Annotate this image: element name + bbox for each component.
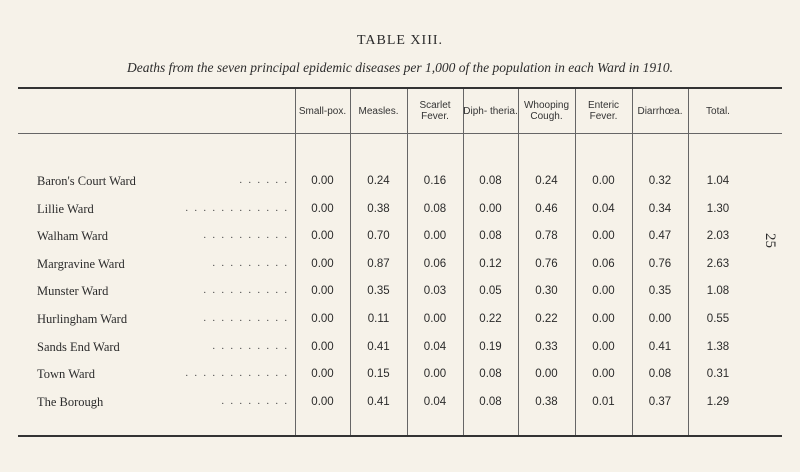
row-label: Baron's Court Ward (37, 174, 136, 188)
cell-measles: 0.70 (367, 230, 390, 243)
page-subtitle: Deaths from the seven principal epidemic diseases per 1,000 of the population in each Ward in 1910. (127, 60, 673, 75)
dot-leader: . . . . . . (239, 175, 289, 186)
cell-smallpox: 0.00 (311, 340, 334, 353)
cell-whooping-cough: 0.30 (535, 285, 558, 298)
dot-leader: . . . . . . . . . . (203, 285, 289, 297)
table-row (0, 362, 800, 386)
cell-smallpox: 0.00 (311, 313, 334, 325)
cell-total: 1.04 (706, 175, 730, 187)
cell-diarrhoea: 0.47 (648, 230, 672, 243)
cell-diarrhoea: 0.41 (648, 340, 672, 353)
cell-measles: 0.41 (367, 340, 390, 353)
page-title: TABLE XIII. (356, 33, 444, 48)
cell-diarrhoea: 0.32 (648, 175, 672, 187)
column-header-measles: Measles. (358, 105, 399, 117)
cell-scarlet-fever: 0.00 (423, 313, 447, 325)
cell-enteric-fever: 0.00 (592, 340, 615, 353)
cell-whooping-cough: 0.78 (535, 230, 558, 243)
column-header-diarrhoea: Diarrhœa. (637, 105, 683, 117)
cell-diarrhoea: 0.37 (648, 395, 672, 408)
column-header-scarlet-fever: Scarlet Fever. (419, 100, 451, 122)
cell-scarlet-fever: 0.08 (423, 202, 447, 215)
cell-diarrhoea: 0.34 (648, 202, 672, 215)
cell-enteric-fever: 0.06 (592, 257, 615, 270)
dot-leader: . . . . . . . . . . (203, 230, 289, 242)
dot-leader: . . . . . . . . . . (203, 313, 289, 324)
table-row (0, 335, 800, 359)
cell-total: 2.03 (706, 230, 730, 243)
cell-total: 0.31 (706, 368, 730, 381)
cell-enteric-fever: 0.00 (592, 175, 615, 187)
table-row (0, 197, 800, 221)
cell-diphtheria: 0.22 (479, 313, 502, 325)
table-header-rule (18, 133, 782, 134)
row-label: Walham Ward (37, 229, 108, 244)
cell-diphtheria: 0.08 (479, 175, 502, 187)
cell-total: 2.63 (706, 257, 730, 270)
row-label: Lillie Ward (37, 201, 94, 216)
page-number: 25 (762, 233, 778, 248)
cell-enteric-fever: 0.00 (592, 368, 615, 381)
cell-smallpox: 0.00 (311, 395, 334, 408)
table-row (0, 307, 800, 331)
cell-smallpox: 0.00 (311, 202, 334, 215)
cell-diphtheria: 0.08 (479, 230, 502, 243)
cell-smallpox: 0.00 (311, 230, 334, 243)
table-row (0, 390, 800, 414)
cell-enteric-fever: 0.00 (592, 285, 615, 298)
cell-scarlet-fever: 0.04 (423, 340, 447, 353)
table-row (0, 169, 800, 193)
cell-enteric-fever: 0.04 (592, 202, 615, 215)
column-header-whooping-cough: Whooping Cough. (523, 100, 570, 122)
table-row (0, 252, 800, 276)
column-header-diphtheria: Diph- theria. (463, 105, 518, 117)
cell-diphtheria: 0.08 (479, 395, 502, 408)
cell-total: 1.38 (706, 340, 730, 353)
dot-leader: . . . . . . . . . (212, 257, 289, 269)
cell-diphtheria: 0.08 (479, 368, 502, 381)
cell-smallpox: 0.00 (311, 285, 334, 298)
cell-whooping-cough: 0.38 (535, 395, 558, 408)
table-bottom-rule (18, 435, 782, 437)
dot-leader: . . . . . . . . . . . . (185, 202, 289, 214)
dot-leader: . . . . . . . . . . . . (185, 368, 289, 380)
cell-total: 0.55 (706, 313, 730, 325)
cell-diphtheria: 0.19 (479, 340, 502, 353)
cell-diarrhoea: 0.00 (648, 313, 672, 325)
cell-enteric-fever: 0.00 (592, 313, 615, 325)
cell-enteric-fever: 0.00 (592, 230, 615, 243)
cell-whooping-cough: 0.76 (535, 257, 558, 270)
row-label: The Borough (37, 394, 104, 409)
table-row (0, 279, 800, 303)
cell-enteric-fever: 0.01 (592, 395, 615, 408)
cell-measles: 0.11 (367, 313, 390, 325)
cell-measles: 0.41 (367, 395, 390, 408)
cell-smallpox: 0.00 (311, 257, 334, 270)
cell-whooping-cough: 0.46 (535, 202, 558, 215)
cell-measles: 0.15 (367, 368, 390, 381)
cell-measles: 0.24 (367, 175, 390, 187)
dot-leader: . . . . . . . . . (212, 340, 289, 352)
cell-scarlet-fever: 0.16 (423, 175, 447, 187)
row-label: Town Ward (37, 367, 95, 382)
cell-diphtheria: 0.00 (479, 202, 502, 215)
cell-whooping-cough: 0.22 (535, 313, 558, 325)
cell-scarlet-fever: 0.00 (423, 230, 447, 243)
cell-scarlet-fever: 0.00 (423, 368, 447, 381)
cell-diphtheria: 0.12 (479, 257, 502, 270)
cell-total: 1.29 (706, 395, 730, 408)
cell-total: 1.30 (706, 202, 730, 215)
cell-diarrhoea: 0.76 (648, 257, 672, 270)
row-label: Sands End Ward (37, 339, 120, 354)
cell-total: 1.08 (706, 285, 730, 298)
cell-measles: 0.87 (367, 257, 390, 270)
cell-measles: 0.35 (367, 285, 390, 298)
cell-smallpox: 0.00 (311, 368, 334, 381)
cell-scarlet-fever: 0.06 (423, 257, 447, 270)
cell-whooping-cough: 0.24 (535, 175, 558, 187)
column-header-smallpox: Small-pox. (298, 105, 347, 117)
row-label: Munster Ward (37, 284, 109, 299)
cell-measles: 0.38 (367, 202, 390, 215)
dot-leader: . . . . . . . . (221, 395, 289, 407)
row-label: Hurlingham Ward (37, 312, 128, 326)
cell-diarrhoea: 0.08 (648, 368, 672, 381)
cell-whooping-cough: 0.00 (535, 368, 558, 381)
cell-diarrhoea: 0.35 (648, 285, 672, 298)
column-header-enteric-fever: Enteric Fever. (587, 100, 620, 122)
cell-diphtheria: 0.05 (479, 285, 502, 298)
cell-scarlet-fever: 0.04 (423, 395, 447, 408)
cell-whooping-cough: 0.33 (535, 340, 558, 353)
cell-scarlet-fever: 0.03 (423, 285, 447, 298)
cell-smallpox: 0.00 (311, 175, 334, 187)
column-header-total: Total. (706, 105, 730, 117)
row-label: Margravine Ward (37, 256, 125, 271)
table-row (0, 224, 800, 248)
